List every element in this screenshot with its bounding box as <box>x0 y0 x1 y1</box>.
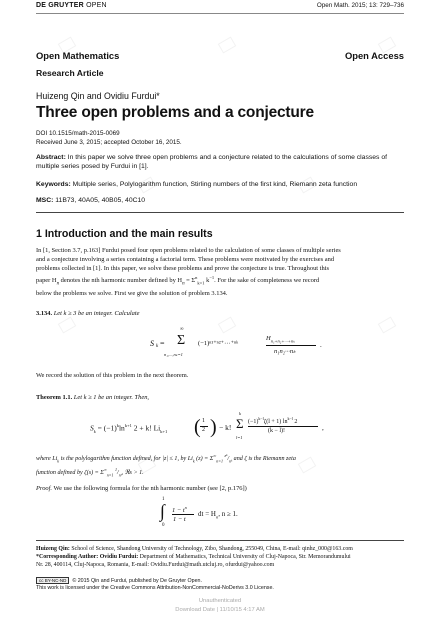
keywords: Keywords: Multiple series, Polylogarithm function, Stirling numbers of the first kind, Riemann zeta function <box>36 181 358 188</box>
paper-title: Three open problems and a conjecture <box>36 104 314 121</box>
fraction-bar <box>172 514 194 515</box>
unauthenticated-stamp: Unauthenticated <box>198 598 242 604</box>
access-label: Open Access <box>344 50 404 61</box>
footnote-rule <box>36 540 404 541</box>
formula-theorem: $S_k = (-1)^k\ln^{k+1}$ 2 + k! $Li_{k+1}$ ( 1 2 ) − k! k Σ l=1 $(-1)^{k-l}\zeta(l + 1)$ $\ln^{k-l} 2$ (k − l)! , <box>90 411 324 440</box>
fraction-bar <box>248 426 318 427</box>
formula-sk: S k = ∞ Σ n₁,...,nₖ=1 (−1)ⁿ¹⁺ⁿ²⁺···⁺ⁿᵏ $H_{n_1+n_2+\cdot\cdot\cdot+n_k}$ n₁n₂···nₖ . <box>150 327 322 357</box>
section-rule <box>36 212 404 213</box>
journal-name: Open Mathematics <box>36 50 120 61</box>
formula-harmonic-integral: 1 ∫ 0 $1 - t^n$ 1 − t dt = $H_n$, n ≥ 1. <box>160 497 238 528</box>
authors: Huizeng Qin and Ovidiu Furdui* <box>36 91 160 101</box>
article-type: Research Article <box>36 68 104 78</box>
received-date: Received June 3, 2015; accepted October 16, 2015. <box>36 138 182 146</box>
footnotes <box>36 545 404 569</box>
numerator: $(-1)^{k-l}\zeta(l + 1)$ $\ln^{k-l} 2$ <box>248 416 298 425</box>
fraction-bar <box>266 345 316 346</box>
footnote-author-2: *Corresponding Author: Ovidiu Furdui: Department of Mathematics, Technical University of Cluj-Napoca, Str. Memorandumului <box>36 554 351 561</box>
section-heading: 1 Introduction and the main results <box>36 228 213 240</box>
footnote-author-2-cont: Nr. 28, 400114, Cluj-Napoca, Romania, E-mail: Ovidiu.Furdui@math.utcluj.ro, ofurdui@yahoo.com <box>36 562 275 569</box>
cc-license-badge: cc BY-NC-ND <box>36 577 69 584</box>
integral-symbol: ∫ <box>160 501 165 521</box>
where-clause: where $Li_k$ is the polylogarithm function defined, for |z| ≤ 1, by $Li_k$ $(z) = \Sigma^\infty_{n=1}$ $^{z^n}/_{nᵏ}$ and ζ is the Riemann zeta function defined by $\zeta(s) = \Sigma^\infty_{n=1}$ $^1/_{nˢ}$, ℜs > 1. <box>36 453 296 478</box>
running-header <box>0 0 440 14</box>
msc-codes: MSC: 11B73, 40A05, 40B05, 40C10 <box>36 197 146 204</box>
numerator: $H_{n_1+n_2+\cdot\cdot\cdot+n_k}$ <box>266 335 295 344</box>
intro-line-3: problems collected in [1]. In this paper, we solve these problems and prove the conjecture is true. Throughout this <box>36 265 329 273</box>
proof-intro: Proof. We use the following formula for the nth harmonic number (see [2, p.176]) <box>36 485 247 492</box>
doi: DOI 10.1515/math-2015-0069 <box>36 130 120 137</box>
record-sentence: We record the solution of this problem in the next theorem. <box>36 372 189 379</box>
citation: Open Math. 2015; 13: 729–736 <box>316 2 404 9</box>
theorem-statement: Theorem 1.1. Let k ≥ 1 be an integer. Then, <box>36 394 150 401</box>
abstract: Abstract: In this paper we solve three open problems and a conjecture related to the calculations of some classes of multiple series posed by Furdui in [1]. <box>36 154 387 170</box>
intro-line-2: and a conjecture involving a series containing a factorial term. These problems were motivated by the exercises and <box>36 256 335 264</box>
intro-line-4: paper $H_n$ denotes the nth harmonic number defined by $H_n = \Sigma^n_{k=1}$ $k^{-1}$. For the sake of completeness we record <box>36 275 320 287</box>
intro-line-1: In [1, Section 3.7, p.163] Furdui posed four open problems related to the calculation of some classes of multiple series <box>36 247 341 254</box>
intro-paragraph <box>36 246 404 298</box>
footnote-author-1: Huizeng Qin: School of Science, Shandong University of Technology, Zibo, Shandong, 255049, China, E-mail: qinhz_000@163.com <box>36 546 353 552</box>
sum-symbol: Σ <box>236 416 244 431</box>
publisher-name: DE GRUYTER OPEN <box>36 2 107 9</box>
sum-symbol: Σ <box>177 333 186 348</box>
intro-line-5: below the problems we solve. First we give the solution of problem 3.134. <box>36 289 228 297</box>
problem-statement: 3.134. Let k ≥ 3 be an integer. Calculate <box>36 310 140 317</box>
header-rule <box>36 13 404 14</box>
download-date-stamp: Download Date | 11/10/15 4:17 AM <box>175 607 265 613</box>
license: cc BY-NC-ND © 2015 Qin and Furdui, published by De Gruyter Open. This work is licensed under the Creative Commons Attribution-NonCommercial-NoDerivs 3.0 License. <box>36 578 274 591</box>
